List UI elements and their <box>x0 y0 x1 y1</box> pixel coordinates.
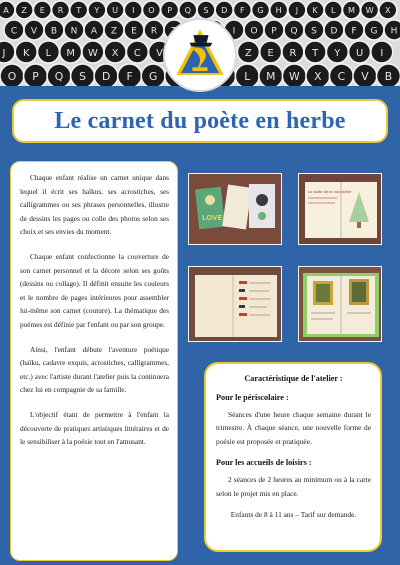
typewriter-key-letter: M <box>266 70 276 84</box>
title-box <box>12 99 388 143</box>
typewriter-key-letter: Z <box>21 5 27 16</box>
typewriter-key-letter: G <box>370 26 378 37</box>
typewriter-key-letter: W <box>365 5 374 16</box>
photo-page-text: La boîte de la coccinelle <box>308 190 352 194</box>
typewriter-key-letter: C <box>10 26 18 37</box>
typewriter-key-letter: X <box>385 5 391 16</box>
intro-paragraph-4: L'objectif étant de permettre à l'enfant la découverte de pratiques artistiques littéraires et de le sensibiliser à la poésie tout en l'amusant. <box>20 409 169 447</box>
typewriter-key-letter: E <box>39 5 45 16</box>
typewriter-key-letter: O <box>148 5 155 16</box>
intro-paragraph-2: Chaque enfant confectionne la couverture de son carnet personnel et la décore selon ses goûts (dessins ou collage). Il définit ensuite les couleurs et le nombre de pages intérieures pour assembler lui-même son carnet (couture). La thématique des poèmes est définie par l'enfant ou par son groupe. <box>20 251 169 329</box>
typewriter-key-letter: G <box>257 5 264 16</box>
typewriter-key-letter: S <box>79 70 87 84</box>
typewriter-key-letter: Z <box>245 47 252 59</box>
photo-notebook-drawings <box>298 266 382 342</box>
typewriter-key-letter: V <box>156 47 163 59</box>
typewriter-key-letter: K <box>22 47 30 59</box>
typewriter-key-letter: X <box>314 70 322 84</box>
typewriter-key-letter: R <box>289 47 297 59</box>
typewriter-key-letter: C <box>337 70 346 84</box>
typewriter-key-letter: Z <box>110 26 118 37</box>
typewriter-key-letter: M <box>347 5 355 16</box>
periscolaire-heading: Pour le périscolaire : <box>216 393 289 402</box>
typewriter-key-letter: M <box>66 47 75 59</box>
typewriter-key-letter: B <box>384 70 393 84</box>
poet-silhouette-icon <box>165 20 235 90</box>
typewriter-key-letter: F <box>126 70 133 84</box>
typewriter-key-letter: N <box>70 26 78 37</box>
typewriter-key-letter: L <box>331 5 336 16</box>
intro-paragraph-1: Chaque enfant réalise un carnet unique dans lequel il écrit ses haïkus, ses acrostiches, ses calligrammes ou ses phrases personnelles, illustre de dessins les pages ou colle des photos selon ses choix et ses envies du moment. <box>20 173 169 237</box>
typewriter-key-letter: V <box>30 26 38 37</box>
typewriter-key-letter: R <box>150 26 158 37</box>
typewriter-key-letter: Y <box>94 5 100 16</box>
typewriter-key-letter: K <box>312 5 318 16</box>
typewriter-key-letter: F <box>240 5 245 16</box>
typewriter-key-letter: I <box>380 47 384 59</box>
typewriter-key-letter: B <box>50 26 58 37</box>
typewriter-key-letter: H <box>275 5 282 16</box>
typewriter-key-letter: P <box>167 5 173 16</box>
typewriter-key-letter: A <box>90 26 98 37</box>
age-price-note: Enfants de 8 à 11 ans – Tarif sur demande. <box>230 510 357 520</box>
typewriter-key-letter: P <box>32 70 39 84</box>
typewriter-key-letter: T <box>76 5 82 16</box>
typewriter-key-letter: L <box>244 70 251 84</box>
organization-logo <box>163 18 237 92</box>
typewriter-key-letter: U <box>355 47 364 59</box>
typewriter-key-letter: X <box>111 47 119 59</box>
typewriter-key-letter: O <box>7 70 17 84</box>
loisirs-heading: Pour les accueils de loisirs : <box>216 458 312 468</box>
typewriter-key-letter: P <box>271 26 277 37</box>
typewriter-key-letter: G <box>148 70 158 84</box>
photo-acrostic-page <box>188 266 282 342</box>
typewriter-key-letter: Q <box>184 5 192 16</box>
photo-notebook-tree-page <box>298 173 382 245</box>
typewriter-key-letter: Y <box>334 47 341 59</box>
typewriter-key-letter: E <box>131 26 137 37</box>
typewriter-key-letter: J <box>2 47 6 59</box>
typewriter-key-letter: F <box>351 26 357 37</box>
periscolaire-text: Séances d'une heure chaque semaine durant le trimestre. À chaque séance, une nouvelle forme de poésie est proposée et pratiquée. <box>216 410 371 446</box>
typewriter-key-letter: D <box>101 70 111 84</box>
typewriter-key-letter: E <box>267 47 274 59</box>
typewriter-key-letter: D <box>221 5 228 16</box>
photo-notebooks-covers <box>188 173 282 245</box>
typewriter-key-letter: H <box>390 26 398 37</box>
typewriter-key-letter: S <box>203 5 209 16</box>
typewriter-key-letter: L <box>45 47 52 59</box>
photo-card-word: LOVE <box>202 214 223 222</box>
details-caption: Caractéristique de l'atelier : <box>244 374 343 383</box>
intro-paragraph-3: Ainsi, l'enfant débute l'aventure poétique (haïku, cadavre exquis, acrostiches, calligrammes, etc.) avec l'artiste durant l'atelier puis la continuera chez lui en compagnie de sa famille. <box>20 344 169 395</box>
typewriter-key-letter: U <box>112 5 119 16</box>
workshop-details-box <box>204 362 382 552</box>
typewriter-key-letter: Q <box>54 70 64 84</box>
loisirs-text: 2 séances de 2 heures au minimum ou à la carte selon le projet mis en place. <box>216 475 371 498</box>
typewriter-key-letter: W <box>289 70 300 84</box>
intro-text-panel <box>10 161 178 561</box>
typewriter-key-letter: T <box>312 47 319 59</box>
typewriter-key-letter: C <box>133 47 141 59</box>
typewriter-key-letter: W <box>88 47 98 59</box>
typewriter-key-letter: A <box>3 5 9 16</box>
typewriter-key-letter: I <box>132 5 135 16</box>
typewriter-key-letter: O <box>250 26 258 37</box>
typewriter-key-letter: D <box>330 26 338 37</box>
typewriter-key-letter: Q <box>290 26 298 37</box>
typewriter-key-letter: J <box>295 5 299 16</box>
page-title: Le carnet du poète en herbe <box>54 107 346 134</box>
typewriter-key-letter: S <box>311 26 317 37</box>
typewriter-key-letter: V <box>361 70 369 84</box>
typewriter-key-letter: I <box>232 26 236 37</box>
typewriter-key-letter: R <box>57 5 64 16</box>
